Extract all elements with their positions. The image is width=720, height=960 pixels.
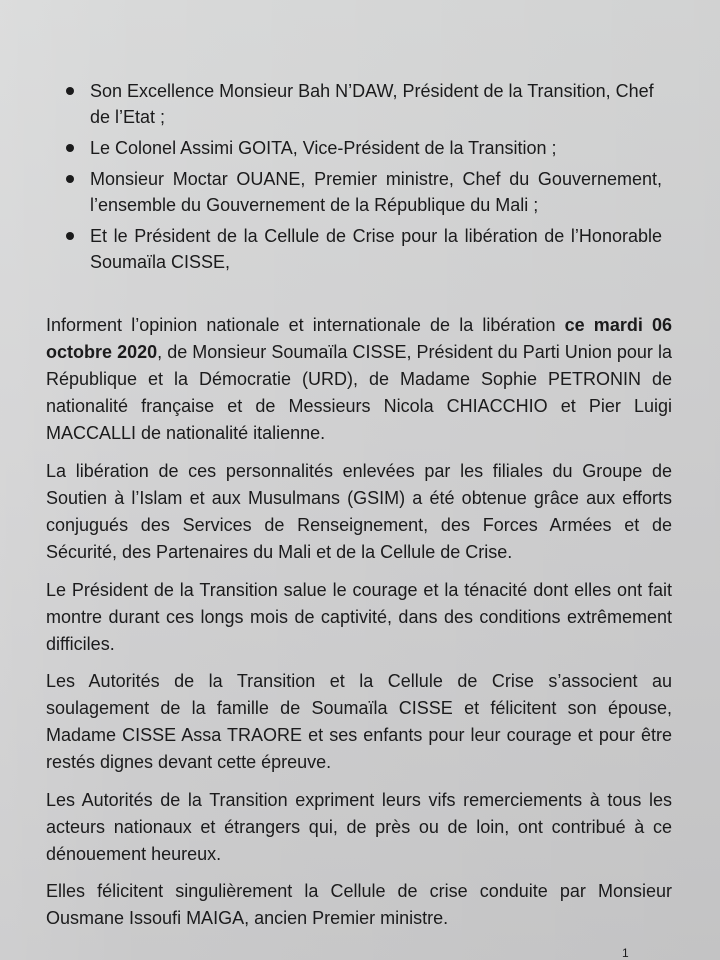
paragraph-text: , de Monsieur Soumaïla CISSE, Président du Parti Union pour la République et la Démocratie (URD), de Madame Sophie PETRONIN de nationalité française et de Messieurs Nicola CHIACCHIO et Pier Luigi MACCALLI de nationalité italienne. <box>46 342 673 443</box>
announcement-paragraph <box>46 312 672 447</box>
bullet-text: Son Excellence Monsieur Bah N’DAW, Président de la Transition, Chef de l’Etat ; <box>90 81 654 127</box>
thanks-paragraph: Les Autorités de la Transition expriment leurs vifs remerciements à tous les acteurs nationaux et étrangers qui, de près ou de loin, ont contribué à ce dénouement heureux. <box>46 790 672 864</box>
paragraph-text: Informent l’opinion nationale et internationale de la libération <box>46 315 565 335</box>
family-paragraph: Les Autorités de la Transition et la Cellule de Crise s’associent au soulagement de la famille de Soumaïla CISSE et félicitent son épouse, Madame CISSE Assa TRAORE et ses enfants pour leur courage et pour être restés dignes devant cette épreuve. <box>46 671 672 772</box>
list-item <box>62 223 662 275</box>
bullet-icon <box>66 232 74 240</box>
bullet-text: Le Colonel Assimi GOITA, Vice-Président de la Transition ; <box>90 138 557 158</box>
congratulations-paragraph: Elles félicitent singulièrement la Cellule de crise conduite par Monsieur Ousmane Issoufi MAIGA, ancien Premier ministre. <box>46 881 672 928</box>
list-item <box>62 166 662 218</box>
liberation-paragraph: La libération de ces personnalités enlevées par les filiales du Groupe de Soutien à l’Islam et aux Musulmans (GSIM) a été obtenue grâce aux efforts conjugués des Services de Renseignement, des Forces Armées et de Sécurité, des Partenaires du Mali et de la Cellule de Crise. <box>46 461 672 562</box>
addressee-list <box>62 78 662 280</box>
bullet-icon <box>66 87 74 95</box>
release-date: ce mardi 06 octobre 2020 <box>46 315 673 362</box>
bullet-text: Et le Président de la Cellule de Crise pour la libération de l’Honorable Soumaïla CISSE, <box>90 226 662 272</box>
bullet-icon <box>66 144 74 152</box>
page-number: 1 <box>622 946 629 960</box>
bullet-text: Monsieur Moctar OUANE, Premier ministre, Chef du Gouvernement, l’ensemble du Gouvernement de la République du Mali ; <box>90 169 662 215</box>
list-item <box>62 135 662 161</box>
bullet-icon <box>66 175 74 183</box>
president-paragraph: Le Président de la Transition salue le courage et la ténacité dont elles ont fait montre durant ces longs mois de captivité, dans des conditions extrêmement difficiles. <box>46 580 672 654</box>
list-item <box>62 78 662 130</box>
